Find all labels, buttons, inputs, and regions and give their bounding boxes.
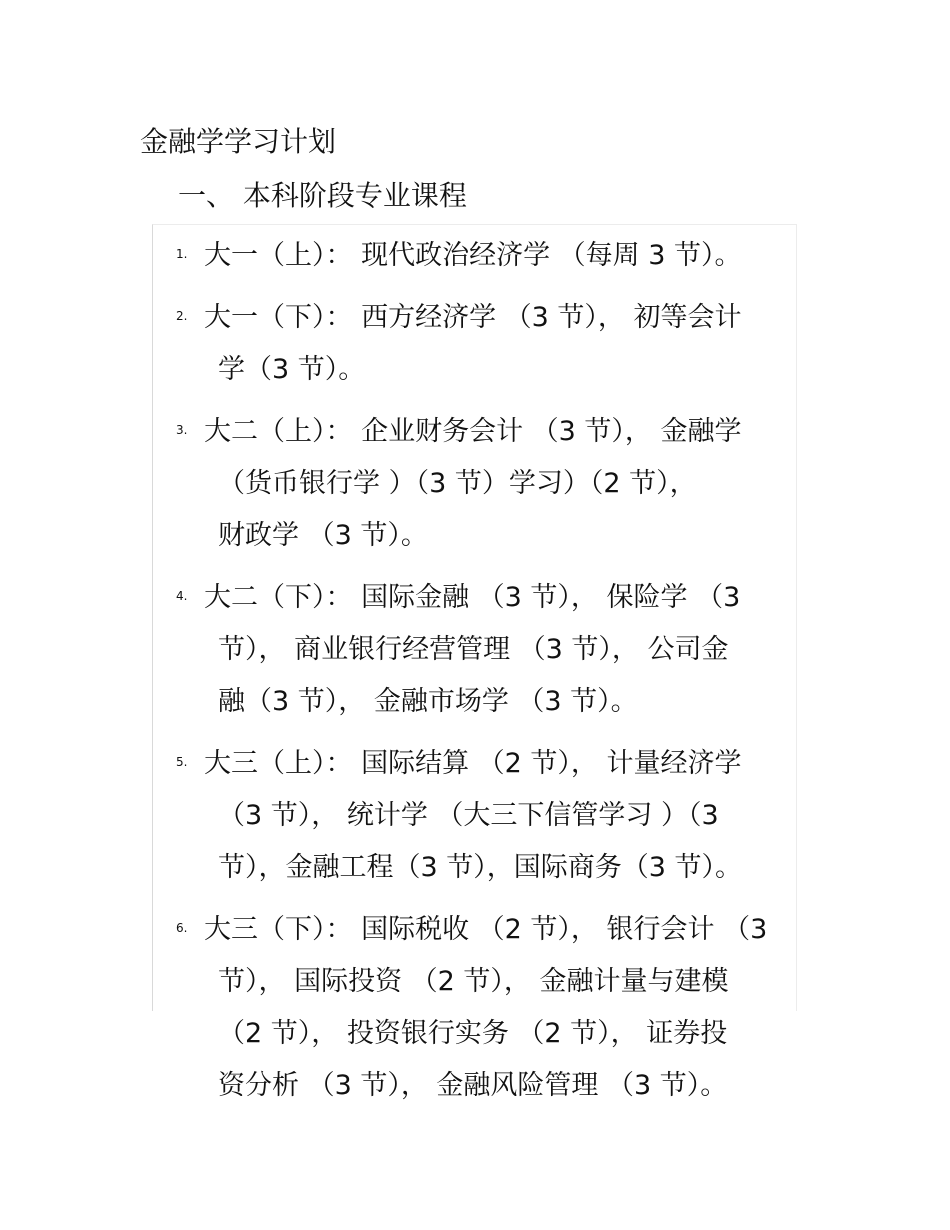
item-number: 6. (176, 921, 188, 935)
item-text-line: 节）， 商业银行经营管理 （3 节）， 公司金 (218, 634, 729, 665)
course-list (176, 230, 816, 1122)
item-text-line: 大二（上）： 企业财务会计 （3 节）， 金融学 (204, 416, 742, 447)
list-item (176, 904, 816, 1112)
item-text-line: 节）， 国际投资 （2 节）， 金融计量与建模 (218, 966, 729, 997)
section-heading: 一、 本科阶段专业课程 (178, 179, 467, 212)
list-item (176, 738, 816, 894)
list-item (176, 292, 816, 396)
item-text-line: 大二（下）： 国际金融 （3 节）， 保险学 （3 (204, 582, 741, 613)
item-text-line: 财政学 （3 节）。 (218, 520, 428, 551)
item-text-line: （2 节）， 投资银行实务 （2 节）， 证券投 (218, 1018, 728, 1049)
list-item (176, 406, 816, 562)
item-text-line: 节），金融工程（3 节），国际商务（3 节）。 (218, 852, 743, 883)
item-text-line: 大一（上）： 现代政治经济学 （每周 3 节）。 (204, 240, 742, 271)
item-text-line: （货币银行学 ）（3 节）学习）（2 节）， (218, 468, 697, 499)
item-number: 3. (176, 423, 188, 437)
item-text-line: （3 节）， 统计学 （大三下信管学习 ）（3 (218, 800, 719, 831)
item-text-line: 大三（下）： 国际税收 （2 节）， 银行会计 （3 (204, 914, 768, 945)
item-text-line: 学（3 节）。 (218, 354, 366, 385)
item-text-line: 大三（上）： 国际结算 （2 节）， 计量经济学 (204, 748, 742, 779)
list-item (176, 230, 816, 282)
document-title: 金融学学习计划 (140, 125, 337, 158)
item-text-line: 资分析 （3 节）， 金融风险管理 （3 节）。 (218, 1070, 728, 1101)
list-item (176, 572, 816, 728)
item-number: 5. (176, 755, 188, 769)
item-number: 4. (176, 589, 188, 603)
item-number: 2. (176, 309, 188, 323)
item-number: 1. (176, 247, 188, 261)
item-text-line: 大一（下）： 西方经济学 （3 节）， 初等会计 (204, 302, 742, 333)
item-text-line: 融（3 节）， 金融市场学 （3 节）。 (218, 686, 638, 717)
